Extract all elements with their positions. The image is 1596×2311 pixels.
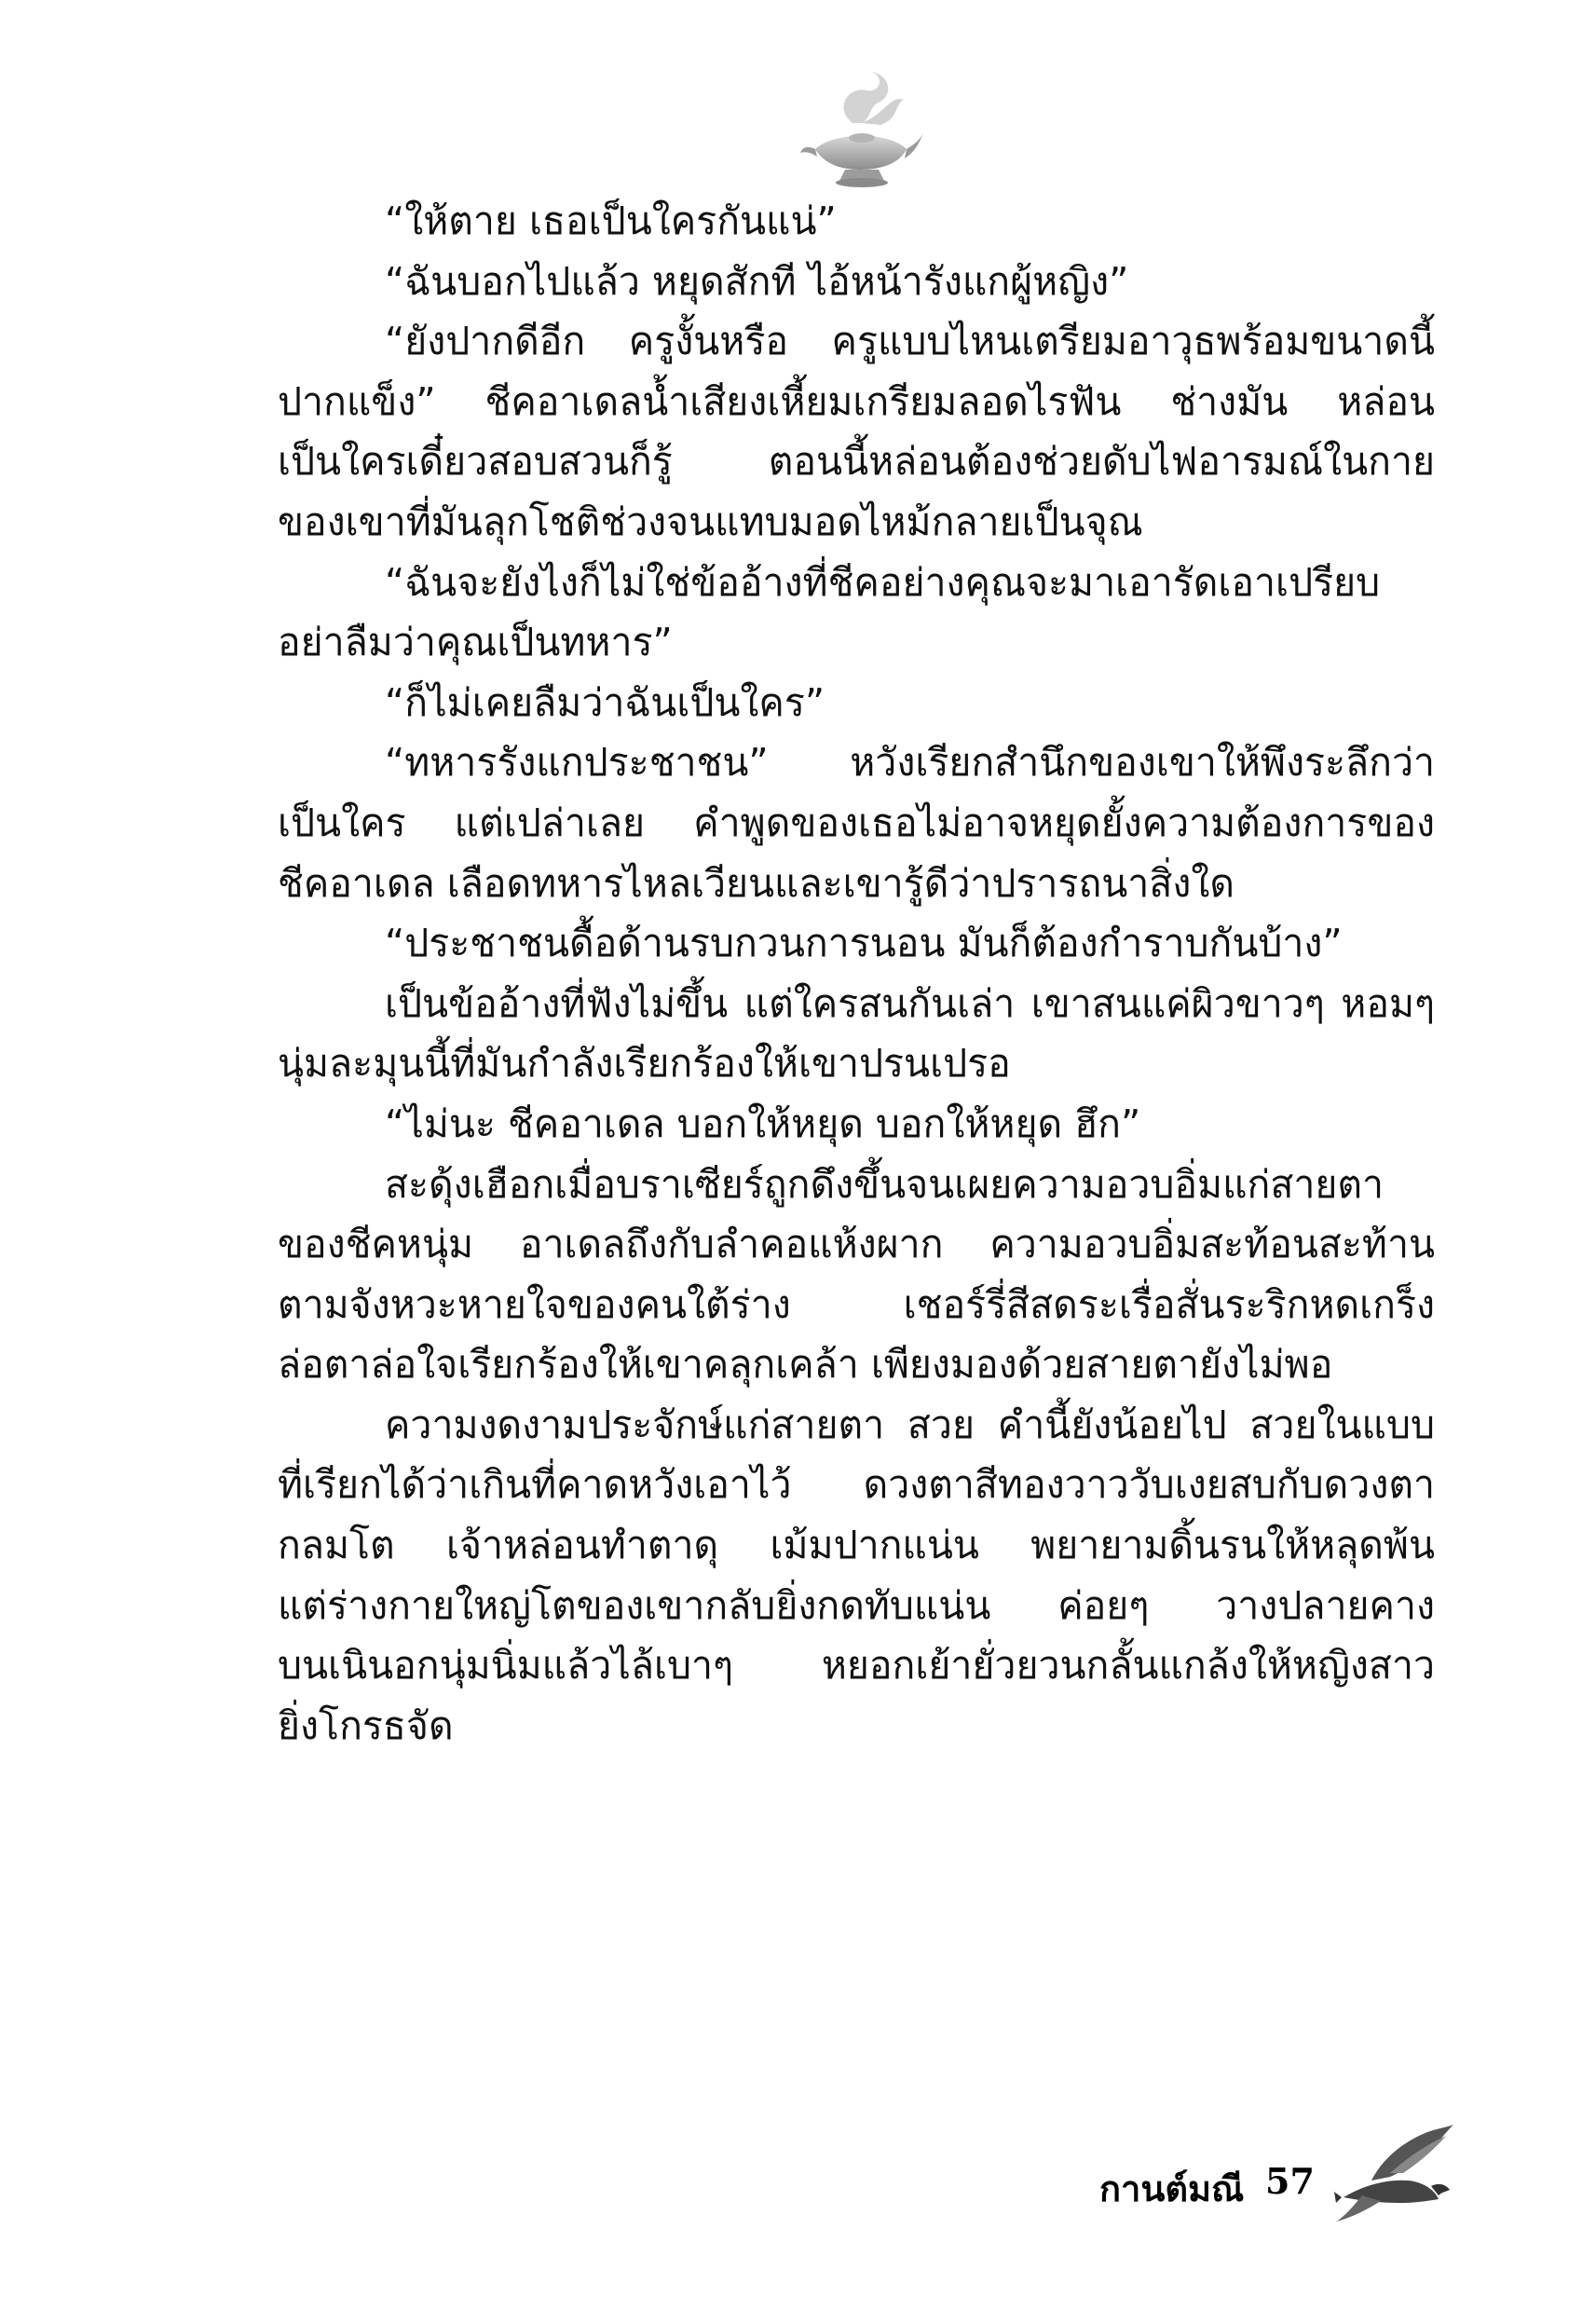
text-line: “ยังปากดีอีก ครูงั้นหรือ ครูแบบไหนเตรียมอาวุธพร้อมขนาดนี้: [385, 319, 1435, 364]
text-line: “ฉันจะยังไงก็ไม่ใช่ข้ออ้างที่ชีคอย่างคุณจะมาเอารัดเอาเปรียบ: [385, 559, 1381, 605]
text-line: “ประชาชนดื้อด้านรบกวนการนอน มันก็ต้องกำราบกันบ้าง”: [385, 921, 1343, 966]
text-line: ล่อตาล่อใจเรียกร้องให้เขาคลุกเคล้า เพียงมองด้วยสายตายังไม่พอ: [278, 1342, 1333, 1388]
text-line: เป็นใครเดี๋ยวสอบสวนก็รู้ ตอนนี้หล่อนต้องช่วยดับไฟอารมณ์ในกาย: [278, 439, 1435, 485]
text-line: เป็นข้ออ้างที่ฟังไม่ขึ้น แต่ใครสนกันเล่า เขาสนแค่ผิวขาวๆ หอมๆ: [385, 980, 1435, 1026]
text-line: ปากแข็ง” ชีคอาเดลน้ำเสียงเหี้ยมเกรียมลอดไรฟัน ช่างมัน หล่อน: [278, 378, 1435, 424]
text-line: ชีคอาเดล เลือดทหารไหลเวียนและเขารู้ดีว่าปรารถนาสิ่งใด: [278, 860, 1235, 906]
text-line: บนเนินอกนุ่มนิ่มแล้วไล้เบาๆ หยอกเย้ายั่วยวนกลั้นแกล้งให้หญิงสาว: [278, 1643, 1435, 1689]
text-line: “ก็ไม่เคยลืมว่าฉันเป็นใคร”: [385, 679, 825, 725]
text-line: นุ่มละมุนนี้ที่มันกำลังเรียกร้องให้เขาปรนเปรอ: [278, 1041, 1011, 1087]
text-line: ตามจังหวะหายใจของคนใต้ร่าง เชอร์รี่สีสดระเรื่อสั่นระริกหดเกร็ง: [278, 1281, 1435, 1327]
text-line: “ไม่นะ ชีคอาเดล บอกให้หยุด บอกให้หยุด ฮึก”: [385, 1101, 1141, 1146]
text-line: ความงดงามประจักษ์แก่สายตา สวย คำนี้ยังน้อยไป สวยในแบบ: [385, 1402, 1435, 1447]
text-line: กลมโต เจ้าหล่อนทำตาดุ เม้มปากแน่น พยายามดิ้นรนให้หลุดพ้น: [278, 1523, 1435, 1568]
text-line: ที่เรียกได้ว่าเกินที่คาดหวังเอาไว้ ดวงตาสีทองวาววับเงยสบกับดวงตา: [278, 1462, 1435, 1508]
page-footer: [1099, 2125, 1472, 2236]
text-line: เป็นใคร แต่เปล่าเลย คำพูดของเธอไม่อาจหยุดยั้งความต้องการของ: [278, 800, 1435, 845]
text-line: แต่ร่างกายใหญ่โตของเขากลับยิ่งกดทับแน่น ค่อยๆ วางปลายคาง: [278, 1582, 1435, 1628]
text-line: ยิ่งโกรธจัด: [278, 1702, 454, 1748]
magic-lamp-icon: [797, 67, 927, 198]
eagle-icon: [1334, 2125, 1455, 2227]
text-line: “ให้ตาย เธอเป็นใครกันแน่”: [385, 198, 837, 243]
text-line: ของชีคหนุ่ม อาเดลถึงกับลำคอแห้งผาก ความอวบอิ่มสะท้อนสะท้าน: [278, 1222, 1435, 1267]
author-name: กานต์มณี: [1099, 2167, 1245, 2209]
text-line: ของเขาที่มันลุกโชติช่วงจนแทบมอดไหม้กลายเป็นจุณ: [278, 499, 1143, 544]
text-line: สะดุ้งเฮือกเมื่อบราเซียร์ถูกดึงขึ้นจนเผยความอวบอิ่มแก่สายตา: [385, 1161, 1385, 1207]
text-line: “ทหารรังแกประชาชน” หวังเรียกสำนึกของเขาให้พึงระลึกว่า: [385, 740, 1435, 786]
text-line: “ฉันบอกไปแล้ว หยุดสักที ไอ้หน้ารังแกผู้หญิง”: [385, 258, 1129, 304]
body-text: [278, 191, 1435, 1756]
page-number: 57: [1265, 2160, 1315, 2202]
text-line: อย่าลืมว่าคุณเป็นทหาร”: [278, 620, 673, 665]
